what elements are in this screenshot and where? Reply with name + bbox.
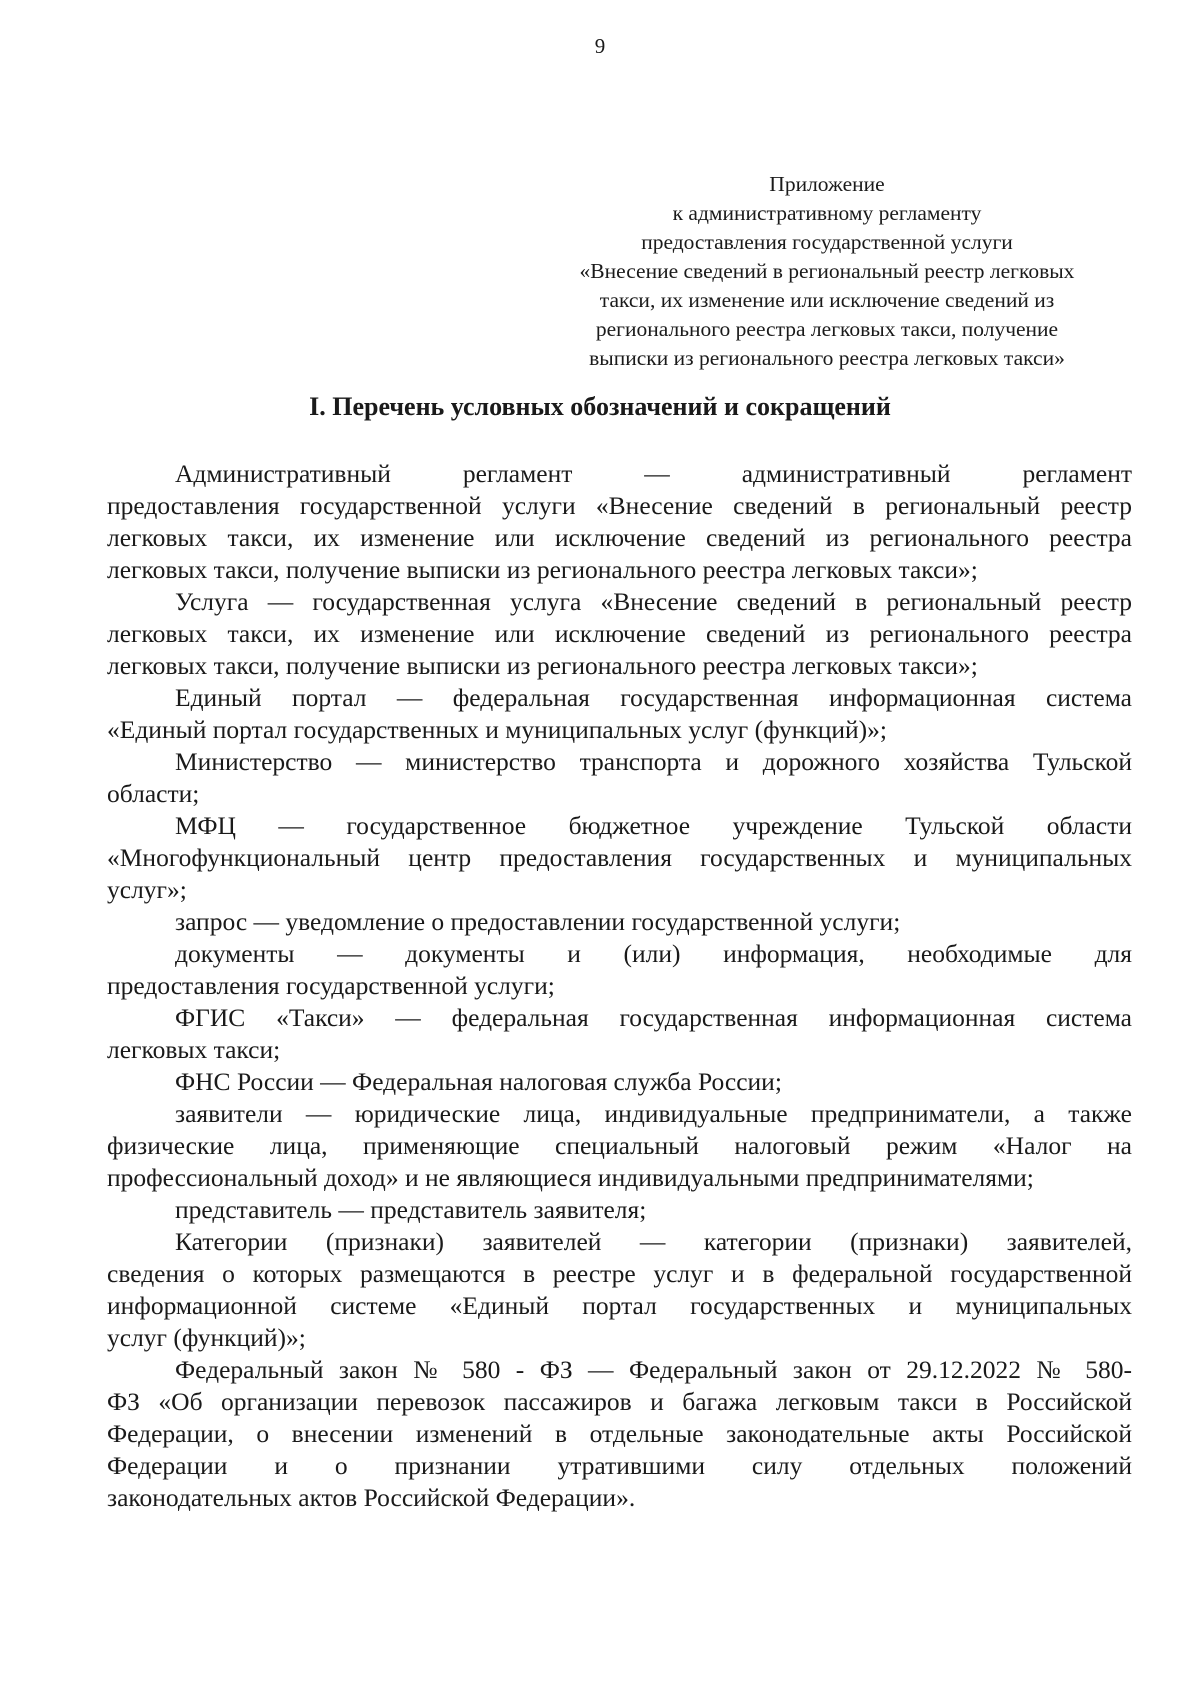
definition-line: легковых такси, получение выписки из регионального реестра легковых такси»; [107, 651, 978, 680]
appendix-line: к административному регламенту [672, 201, 982, 225]
definition-line: Федеральный закон № 580 - ФЗ — Федеральный закон от 29.12.2022 № 580- [175, 1355, 1132, 1384]
definition-line: заявители — юридические лица, индивидуальные предприниматели, а также [175, 1099, 1132, 1128]
definition-line: услуг»; [107, 875, 187, 904]
definition-line: сведения о которых размещаются в реестре услуг и в федеральной государственной [107, 1259, 1132, 1288]
definition-line: легковых такси, их изменение или исключение сведений из регионального реестра [107, 523, 1132, 552]
definition-line: ФНС России — Федеральная налоговая служба России; [175, 1067, 782, 1096]
appendix-line: регионального реестра легковых такси, получение [595, 317, 1059, 341]
definition-paragraph [107, 938, 1132, 1002]
definition-line: Единый портал — федеральная государственная информационная система [175, 683, 1132, 712]
definition-line: Категории (признаки) заявителей — категории (признаки) заявителей, [175, 1227, 1132, 1256]
appendix-line: предоставления государственной услуги [641, 230, 1013, 254]
definition-line: легковых такси; [107, 1035, 281, 1064]
definition-paragraph [107, 1226, 1132, 1354]
definition-line: ФЗ «Об организации перевозок пассажиров и багажа легковым такси в Российской [107, 1387, 1132, 1416]
definition-paragraph [107, 1066, 1132, 1098]
definition-line: легковых такси, их изменение или исключение сведений из регионального реестра [107, 619, 1132, 648]
definition-line: области; [107, 779, 200, 808]
definition-paragraph [107, 458, 1132, 586]
definition-line: «Многофункциональный центр предоставления государственных и муниципальных [107, 843, 1132, 872]
definition-line: ФГИС «Такси» — федеральная государственная информационная система [175, 1003, 1132, 1032]
definition-line: законодательных актов Российской Федерации». [107, 1483, 636, 1512]
page-number: 9 [594, 34, 606, 58]
definition-paragraph [107, 906, 1132, 938]
appendix-line: «Внесение сведений в региональный реестр легковых [579, 259, 1075, 283]
definition-line: Федерации и о признании утратившими силу отдельных положений [107, 1451, 1132, 1480]
definition-line: Министерство — министерство транспорта и дорожного хозяйства Тульской [175, 747, 1132, 776]
definition-line: представитель — представитель заявителя; [175, 1195, 647, 1224]
definition-paragraph [107, 682, 1132, 746]
definition-line: предоставления государственной услуги «Внесение сведений в региональный реестр [107, 491, 1132, 520]
definition-line: запрос — уведомление о предоставлении государственной услуги; [175, 907, 901, 936]
definition-line: Федерации, о внесении изменений в отдельные законодательные акты Российской [107, 1419, 1132, 1448]
definition-line: физические лица, применяющие специальный налоговый режим «Налог на [107, 1131, 1132, 1160]
appendix-line: выписки из регионального реестра легковых такси» [589, 346, 1065, 370]
definition-paragraph [107, 1354, 1132, 1514]
definition-paragraph [107, 1002, 1132, 1066]
definition-line: легковых такси, получение выписки из регионального реестра легковых такси»; [107, 555, 978, 584]
definition-line: «Единый портал государственных и муниципальных услуг (функций)»; [107, 715, 888, 744]
definition-paragraph [107, 810, 1132, 906]
definition-line: профессиональный доход» и не являющиеся индивидуальными предпринимателями; [107, 1163, 1034, 1192]
definition-line: Услуга — государственная услуга «Внесение сведений в региональный реестр [175, 587, 1132, 616]
definition-paragraph [107, 586, 1132, 682]
definition-paragraph [107, 1098, 1132, 1194]
appendix-header [548, 170, 1106, 373]
appendix-line: Приложение [769, 172, 885, 196]
definition-line: документы — документы и (или) информация, необходимые для [175, 939, 1132, 968]
definition-paragraph [107, 1194, 1132, 1226]
appendix-line: такси, их изменение или исключение сведений из [599, 288, 1055, 312]
definitions-body [107, 458, 1132, 1514]
definition-line: предоставления государственной услуги; [107, 971, 555, 1000]
definition-line: информационной системе «Единый портал государственных и муниципальных [107, 1291, 1132, 1320]
definition-line: Административный регламент — административный регламент [175, 459, 1132, 488]
section-title: I. Перечень условных обозначений и сокращений [309, 392, 891, 421]
definition-line: МФЦ — государственное бюджетное учреждение Тульской области [175, 811, 1132, 840]
definition-paragraph [107, 746, 1132, 810]
definition-line: услуг (функций)»; [107, 1323, 306, 1352]
